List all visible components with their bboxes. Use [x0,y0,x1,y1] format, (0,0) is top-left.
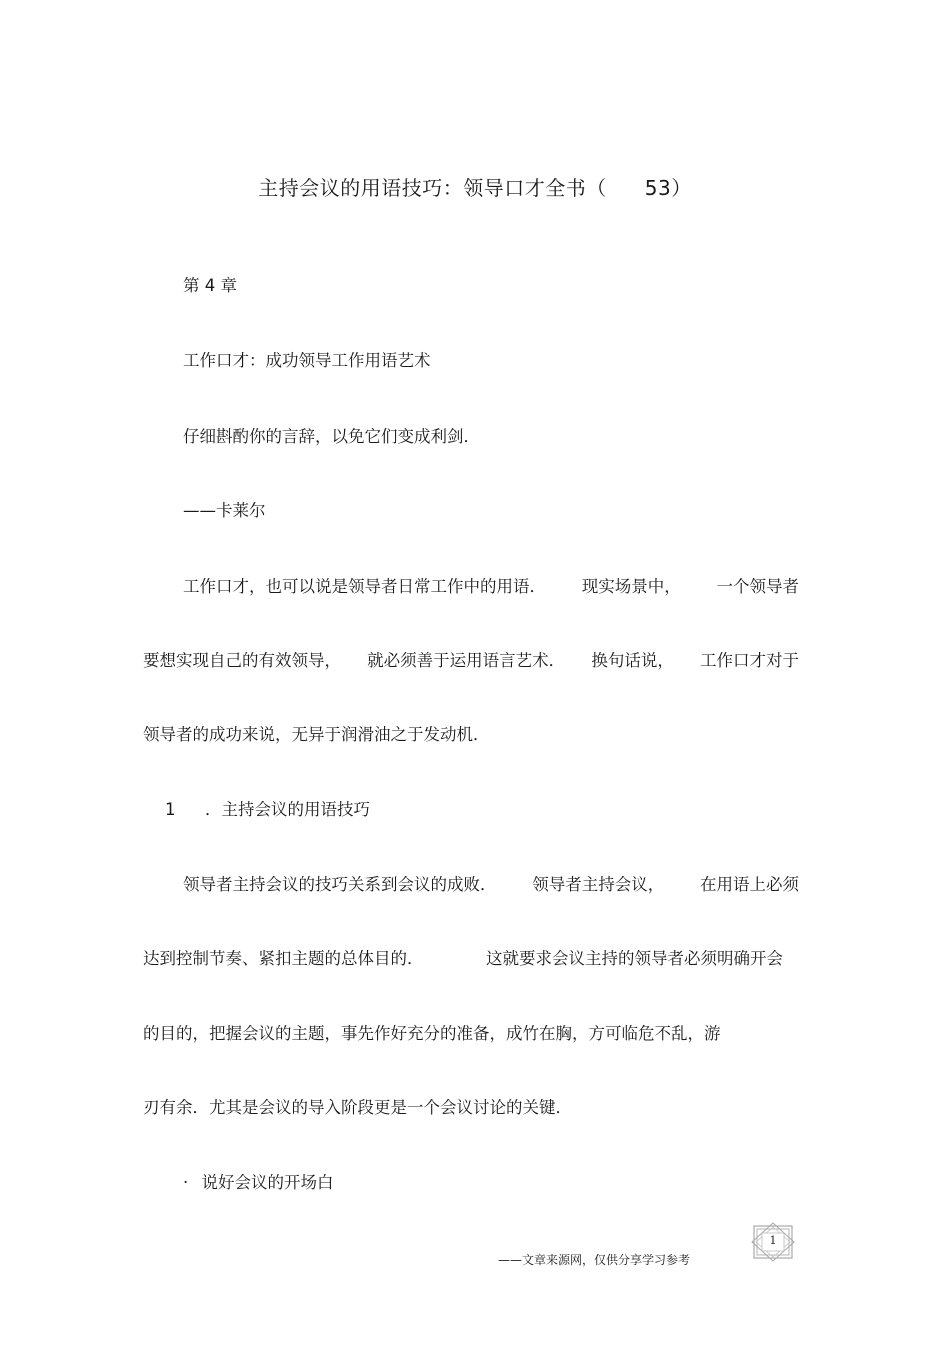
section-number: 1 [165,800,176,819]
document-title [0,172,950,201]
text-segment: 要想实现自己的有效领导， [143,651,341,670]
title-number: 53） [644,176,692,200]
chapter-title: 工作口才：成功领导工作用语艺术 [183,351,431,370]
paragraph-line [143,650,799,672]
text-segment: 现实场景中， [581,577,681,596]
text-segment: 在用语上必须 [700,875,799,894]
text-segment: 刃有余．尤其是会议的导入阶段更是一个会议讨论的关键． [143,1098,572,1117]
paragraph-line [143,724,490,746]
bullet-text: 说好会议的开场白 [201,1173,334,1192]
section-heading [165,799,370,821]
epigraph-author: ——卡莱尔 [183,501,266,520]
text-segment: 换句话说， [591,651,674,670]
text-segment: 领导者主持会议， [532,875,665,894]
text-segment: 达到控制节奏、紧扣主题的总体目的． [143,949,424,968]
section-title: ．主持会议的用语技巧 [205,800,370,819]
text-segment: 这就要求会议主持的领导者必须明确开会 [486,949,783,968]
chapter-label: 第 4 章 [183,276,237,295]
text-segment: 领导者的成功来说，无异于润滑油之于发动机． [143,725,490,744]
bullet-marker: · [183,1173,189,1192]
text-segment: 一个领导者 [716,577,799,596]
text-segment: 领导者主持会议的技巧关系到会议的成败． [183,875,497,894]
paragraph-line [183,576,799,598]
text-segment: 工作口才对于 [699,651,799,670]
page-number: 1 [769,1234,777,1247]
text-segment: 工作口才，也可以说是领导者日常工作中的用语． [183,577,546,596]
paragraph-line [183,874,799,896]
text-segment: 的目的，把握会议的主题，事先作好充分的准备，成竹在胸，方可临危不乱，游 [143,1024,721,1043]
paragraph-line [143,1023,721,1045]
page-number-badge [750,1222,796,1262]
paragraph-line [143,948,783,970]
paragraph-line [143,1097,572,1119]
epigraph-quote: 仔细斟酌你的言辞，以免它们变成利剑． [183,427,480,446]
title-text: 主持会议的用语技巧：领导口才全书（ [258,176,607,200]
bullet-item [183,1172,334,1194]
text-segment: 就必须善于运用语言艺术． [367,651,566,670]
footer-source-note: ——文章来源网，仅供分享学习参考 [498,1253,691,1267]
